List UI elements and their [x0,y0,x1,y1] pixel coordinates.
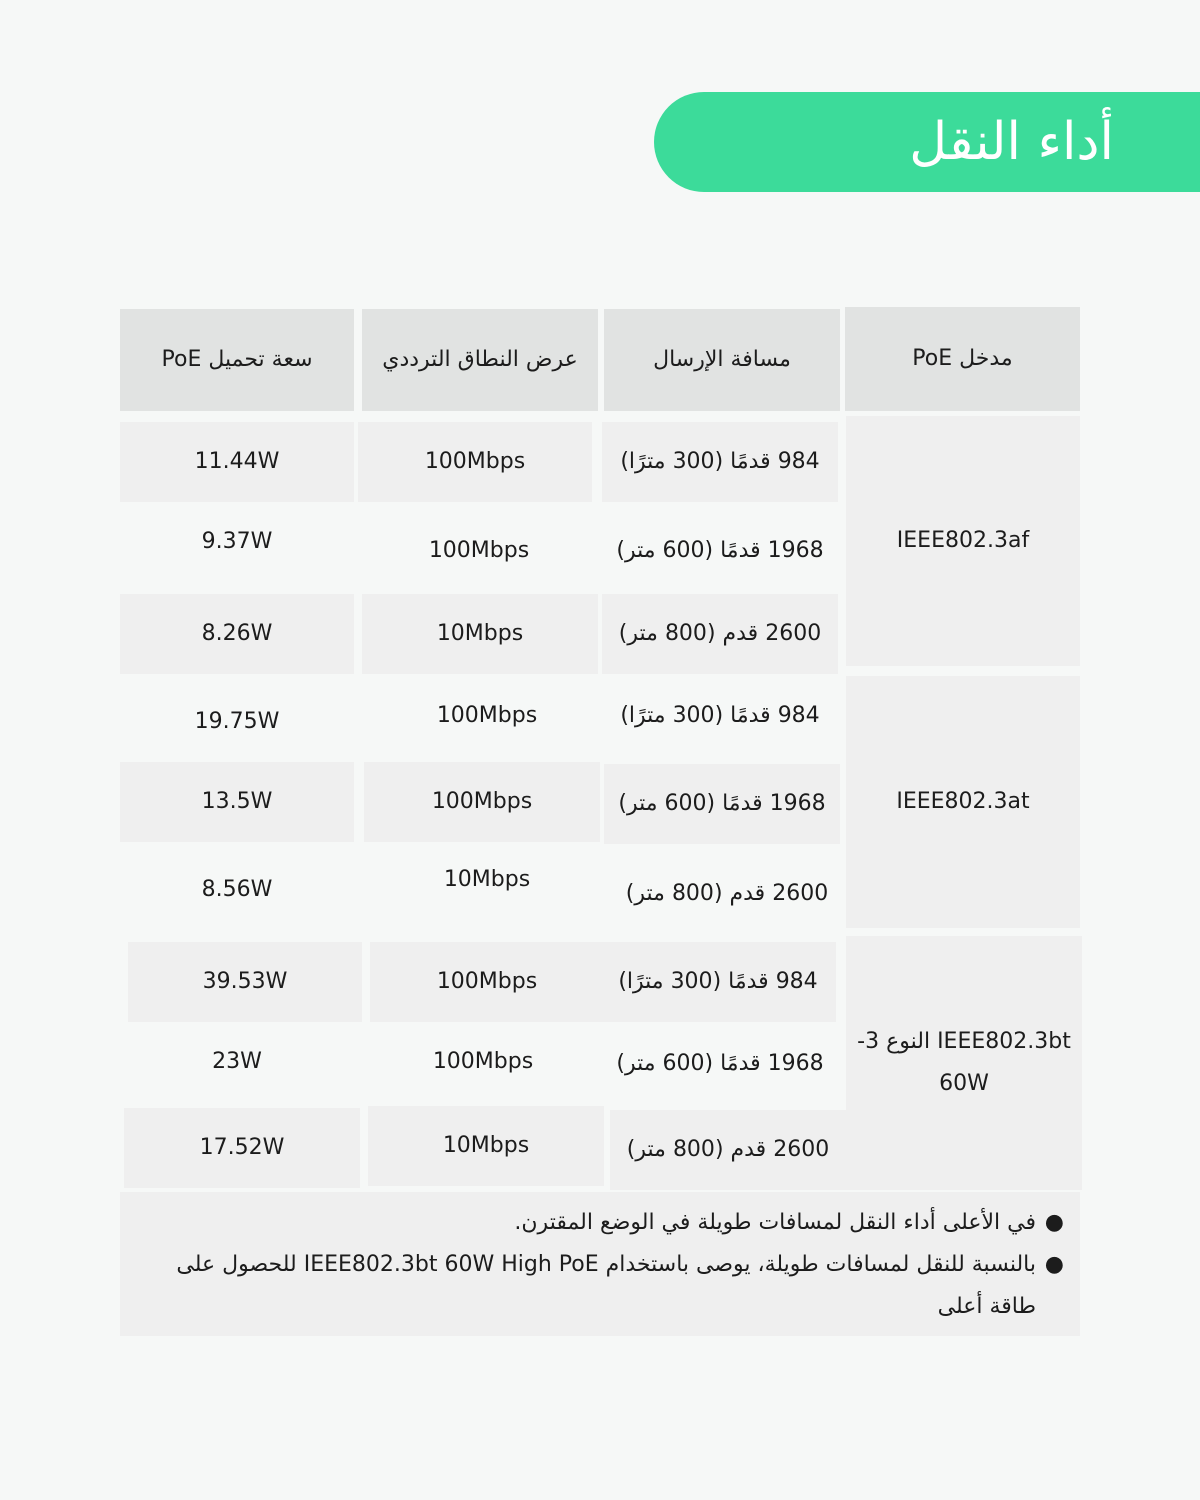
poe-input-cell: IEEE802.3at [846,676,1080,928]
bandwidth-cell: 10Mbps [443,867,531,892]
distance-cell: 2600 قدم (800 متر) [625,881,829,906]
load-cell: 19.75W [194,709,280,734]
bandwidth-cell: 100Mbps [370,942,604,1022]
note-item [130,1244,1064,1328]
distance-cell: 984 قدمًا (300 مترًا) [600,942,836,1022]
note-text: بالنسبة للنقل لمسافات طويلة، يوصى باستخدام IEEE802.3bt 60W High PoE للحصول على طاقة أعلى [176,1252,1036,1319]
load-cell: 23W [212,1049,262,1074]
poe-input-cell: IEEE802.3bt النوع 3- 60W [846,936,1082,1190]
distance-cell: 984 قدمًا (300 مترًا) [602,422,838,502]
load-cell: 8.26W [120,594,354,674]
distance-cell: 1968 قدمًا (600 متر) [604,764,840,844]
bandwidth-cell: 100Mbps [432,1049,534,1074]
load-cell: 39.53W [128,942,362,1022]
bullet-icon: ● [1044,1210,1064,1235]
load-cell: 11.44W [120,422,354,502]
distance-cell: 2600 قدم (800 متر) [610,1110,846,1190]
poe-input-cell: IEEE802.3af [846,416,1080,666]
header-bandwidth: عرض النطاق الترددي [362,309,598,411]
distance-cell: 1968 قدمًا (600 متر) [616,538,824,563]
header-poe-input: مدخل PoE [845,307,1080,411]
load-cell: 13.5W [120,762,354,842]
bandwidth-cell: 100Mbps [364,762,600,842]
distance-cell: 984 قدمًا (300 مترًا) [620,703,820,728]
notes-list [130,1202,1064,1328]
distance-cell: 2600 قدم (800 متر) [602,594,838,674]
bandwidth-cell: 100Mbps [436,703,538,728]
load-cell: 8.56W [201,877,273,902]
notes-box [120,1192,1080,1336]
header-load-capacity: سعة تحميل PoE [120,309,354,411]
bandwidth-cell: 100Mbps [428,538,530,563]
bandwidth-cell: 10Mbps [368,1106,604,1186]
header-transmission-distance: مسافة الإرسال [604,309,840,411]
load-cell: 17.52W [124,1108,360,1188]
bandwidth-cell: 10Mbps [362,594,598,674]
page-title: أداء النقل [909,112,1114,172]
note-item [130,1202,1064,1244]
load-cell: 9.37W [201,529,273,554]
bullet-icon: ● [1044,1252,1064,1277]
note-text: في الأعلى أداء النقل لمسافات طويلة في الوضع المقترن. [514,1210,1036,1235]
distance-cell: 1968 قدمًا (600 متر) [616,1051,824,1076]
bandwidth-cell: 100Mbps [358,422,592,502]
